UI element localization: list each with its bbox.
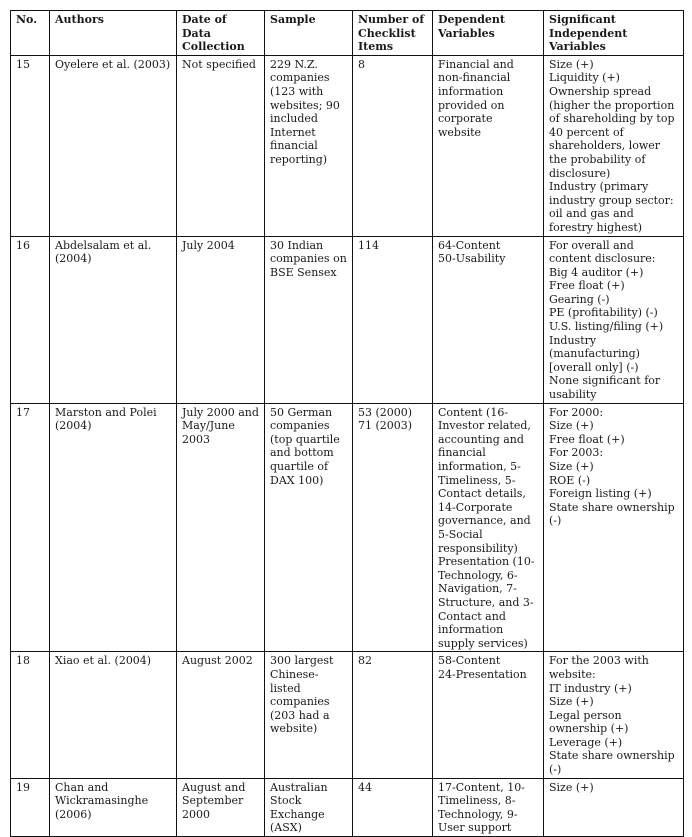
literature-review-table xyxy=(10,10,684,837)
header-checklist-items: Number of Checklist Items xyxy=(353,11,433,56)
cell-dependent-variables xyxy=(433,403,544,652)
independent-variables-line: Liquidity (+) xyxy=(549,71,620,85)
cell-sample: 50 German companies (top quartile and bottom quartile of DAX 100) xyxy=(265,403,353,652)
independent-variables-line: Size (+) xyxy=(549,57,594,71)
dependent-variables-line: 58-Content xyxy=(438,654,501,668)
cell-authors: Xiao et al. (2004) xyxy=(50,652,177,778)
cell-checklist-items xyxy=(353,778,433,836)
header-row xyxy=(11,11,684,56)
table-row xyxy=(11,236,684,403)
independent-variables-line: U.S. listing/filing (+) xyxy=(549,320,664,334)
cell-no: 15 xyxy=(11,55,50,236)
cell-sample: 229 N.Z. companies (123 with websites; 90 included Internet financial reporting) xyxy=(265,55,353,236)
independent-variables-line: Ownership spread (higher the proportion of shareholding by top 40 percent of shareholders, lower the probability of disclosure) xyxy=(549,84,675,180)
independent-variables-line: State share ownership (-) xyxy=(549,749,675,777)
independent-variables-line: Size (+) xyxy=(549,695,594,709)
independent-variables-line: PE (profitability) (-) xyxy=(549,306,658,320)
cell-date: Not specified xyxy=(177,55,265,236)
independent-variables-line: Size (+) xyxy=(549,460,594,473)
header-dependent-variables: Dependent Variables xyxy=(433,11,544,56)
header-date: Date of Data Collection xyxy=(177,11,265,56)
independent-variables-line: For 2000: xyxy=(549,405,604,419)
dependent-variables-line: Content (16-Investor related, accounting and financial information, 5-Timeliness, 5-Contact details, 14-Corporate governance, and 5-Social responsibility) xyxy=(438,405,531,555)
cell-no: 19 xyxy=(11,778,50,836)
cell-authors: Chan and Wickramasinghe (2006) xyxy=(50,778,177,836)
independent-variables-line: Gearing (-) xyxy=(549,292,610,306)
cell-checklist-items xyxy=(353,652,433,778)
independent-variables-line: IT industry (+) xyxy=(549,681,632,695)
cell-sample: Australian Stock Exchange (ASX) xyxy=(265,778,353,836)
independent-variables-line: Free float (+) xyxy=(549,279,625,293)
table-row xyxy=(11,403,684,652)
table-row xyxy=(11,652,684,778)
cell-authors: Oyelere et al. (2003) xyxy=(50,55,177,236)
checklist-items-line: 44 xyxy=(358,780,372,794)
cell-checklist-items xyxy=(353,236,433,403)
independent-variables-line: Foreign listing (+) xyxy=(549,487,652,501)
cell-dependent-variables xyxy=(433,652,544,778)
header-authors: Authors xyxy=(50,11,177,56)
checklist-items-line: 114 xyxy=(358,238,379,252)
independent-variables-line: Big 4 auditor (+) xyxy=(549,265,644,279)
cell-date: July 2004 xyxy=(177,236,265,403)
cell-dependent-variables xyxy=(433,778,544,836)
cell-no: 18 xyxy=(11,652,50,778)
independent-variables-line: Size (+) xyxy=(549,419,594,433)
dependent-variables-line: 17-Content, 10-Timeliness, 8-Technology, 9-User support xyxy=(438,780,525,835)
header-no: No. xyxy=(11,11,50,56)
independent-variables-line: ROE (-) xyxy=(549,473,591,487)
dependent-variables-line: Presentation (10-Technology, 6-Navigation, 7-Structure, and 3-Contact and information supply services) xyxy=(438,555,535,650)
cell-no: 16 xyxy=(11,236,50,403)
cell-checklist-items xyxy=(353,55,433,236)
independent-variables-line: State share ownership (-) xyxy=(549,500,675,528)
cell-authors: Abdelsalam et al. (2004) xyxy=(50,236,177,403)
independent-variables-line: For 2003: xyxy=(549,446,604,460)
independent-variables-line: For overall and content disclosure: xyxy=(549,238,656,266)
independent-variables-line: Industry (manufacturing) [overall only] (-) xyxy=(549,333,640,374)
dependent-variables-line: 24-Presentation xyxy=(438,667,527,681)
independent-variables-line: Size (+) xyxy=(549,780,594,794)
cell-independent-variables xyxy=(544,778,684,836)
independent-variables-line: For the 2003 with website: xyxy=(549,654,649,681)
dependent-variables-line: Financial and non-financial information provided on corporate website xyxy=(438,57,514,139)
cell-independent-variables xyxy=(544,652,684,778)
table-row xyxy=(11,778,684,836)
cell-authors: Marston and Polei (2004) xyxy=(50,403,177,652)
cell-date: August and September 2000 xyxy=(177,778,265,836)
header-independent-variables: Significant Independent Variables xyxy=(544,11,684,56)
header-sample: Sample xyxy=(265,11,353,56)
cell-no: 17 xyxy=(11,403,50,652)
independent-variables-line: Industry (primary industry group sector: oil and gas and forestry highest) xyxy=(549,180,674,234)
checklist-items-line: 82 xyxy=(358,654,372,668)
independent-variables-line: Free float (+) xyxy=(549,432,625,446)
cell-sample: 300 largest Chinese-listed companies (203 had a website) xyxy=(265,652,353,778)
cell-independent-variables xyxy=(544,55,684,236)
cell-dependent-variables xyxy=(433,236,544,403)
independent-variables-line: Legal person ownership (+) xyxy=(549,708,629,736)
checklist-items-line: 8 xyxy=(358,57,365,71)
cell-sample: 30 Indian companies on BSE Sensex xyxy=(265,236,353,403)
dependent-variables-line: 50-Usability xyxy=(438,252,506,266)
cell-independent-variables xyxy=(544,236,684,403)
cell-date: August 2002 xyxy=(177,652,265,778)
table-row xyxy=(11,55,684,236)
cell-independent-variables xyxy=(544,403,684,652)
cell-date: July 2000 and May/June 2003 xyxy=(177,403,265,652)
cell-dependent-variables xyxy=(433,55,544,236)
checklist-items-line: 71 (2003) xyxy=(358,419,413,433)
independent-variables-line: Leverage (+) xyxy=(549,735,623,749)
dependent-variables-line: 64-Content xyxy=(438,238,501,252)
cell-checklist-items xyxy=(353,403,433,652)
independent-variables-line: None significant for usability xyxy=(549,374,661,402)
checklist-items-line: 53 (2000) xyxy=(358,405,413,419)
